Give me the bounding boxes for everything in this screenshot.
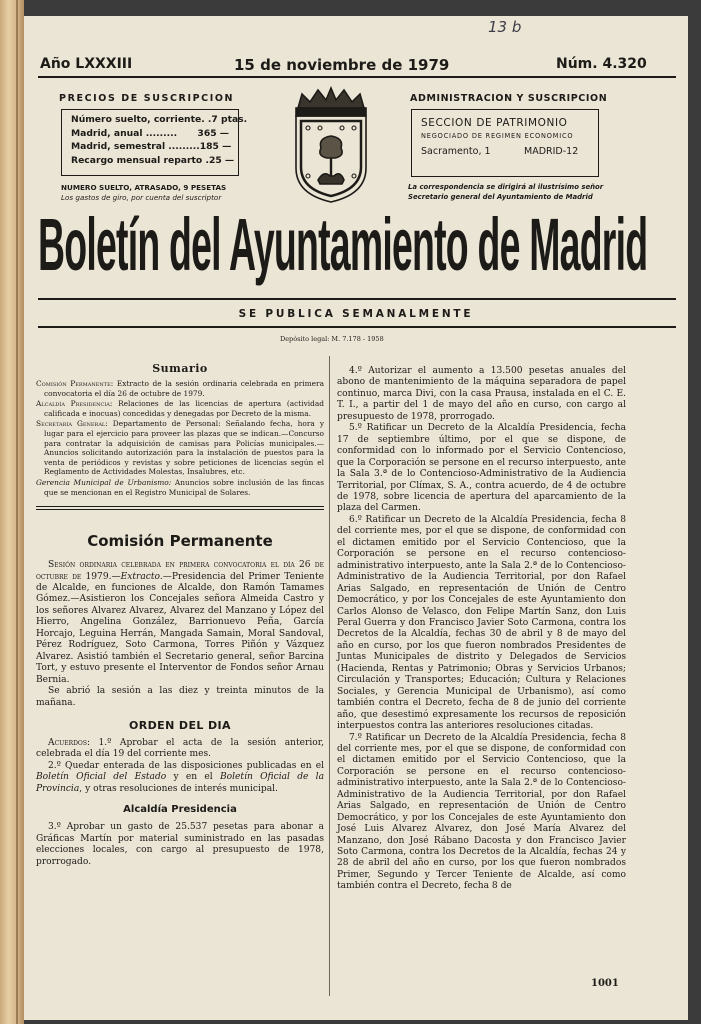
acuerdo-2: 2.º Quedar enterada de las disposiciones publicadas en el Boletín Oficial del Estado y en el Boletín Oficial de la Provincia, y otras resoluciones de interés municipal. xyxy=(36,760,324,794)
acuerdo-4: 4.º Autorizar el aumento a 13.500 pesetas anuales del abono de mantenimiento de la máquina separadora de papel continuo, marca Divi, con la casa Prausa, instalada en el C. E. T. I., a partir del 1 de mayo del año en curso, con cargo al presupuesto de 1978, prorrogado. xyxy=(337,366,626,422)
acuerdo-7: 7.º Ratificar un Decreto de la Alcaldía Presidencia, fecha 8 del corriente mes, por el que se dispone, de conformidad con el dictamen emitido por el Servicio Contencioso, que la Corporación se persone en el recurso contencioso-administrativo interpuesto, ante la Sala 2.ª de lo Contencioso-Administrativo de la Audiencia Territorial, por don Rafael Arias Salgado, en representación de Unión de Centro Democrático, y por los Concejales de este Ayuntamiento don José Luis Alvarez Alvarez, don José María Alvarez del Manzano, don José Rábano Dacosta y don Francisco Javier Soto Carmona, contra los Decretos de la Alcaldía, fechas 24 y 28 de abril del año en curso, por los que fueron nombrados Primer, Segundo y Tercer Teniente de Alcalde, así como también contra el Decreto, fecha 8 de xyxy=(337,732,626,892)
masthead-rule-top xyxy=(38,298,676,300)
price-row: Recargo mensual reparto . 25 — xyxy=(71,154,235,166)
masthead-title: Boletín del Ayuntamiento de Madrid xyxy=(38,204,648,288)
administration-note-1: La correspondencia se dirigirá al ilustrísimo señor xyxy=(408,183,604,191)
madrid-coat-of-arms-icon xyxy=(284,86,378,206)
acuerdo-3: 3.º Aprobar un gasto de 25.537 pesetas para abonar a Gráficas Martín por material suministrado en las pasadas elecciones locales, con cargo al presupuesto de 1978, prorrogado. xyxy=(36,822,324,867)
session-opening: Se abrió la sesión a las diez y treinta minutos de la mañana. xyxy=(36,686,324,708)
alcaldia-presidencia-heading: Alcaldía Presidencia xyxy=(123,804,237,816)
administration-section: SECCION DE PATRIMONIO xyxy=(421,117,568,129)
header-year: Año LXXXIII xyxy=(40,56,133,72)
section-separator xyxy=(36,506,324,510)
legal-deposit: Depósito legal: M. 7.178 - 1958 xyxy=(280,335,384,343)
session-intro: Sesión ordinaria celebrada en primera convocatoria el día 26 de octubre de 1979.—Extracto.—Presidencia del Primer Teniente de Alcalde, en funciones de Alcalde, don Ramón Tamames Gómez.—Asistieron los Concejales señora Almeida Castro y los señores Alvarez Alvarez, Alvarez del Manzano y López del Hierro, Angelina González, Barrionuevo Peña, García Horcajo, Leguina Herrán, Mangada Samain, Moral Sandoval, Pérez Rodríguez, Soto Carmona, Torres Piñón y Vázquez Alvarez. Asistió también el Secretario general, señor Barcina Tort, y estuvo presente el Interventor de Fondos señor Arnau Bernia. xyxy=(36,560,324,685)
left-column xyxy=(36,362,324,868)
administration-heading: ADMINISTRACION Y SUSCRIPCION xyxy=(410,93,608,104)
administration-subsection: NEGOCIADO DE REGIMEN ECONOMICO xyxy=(421,132,574,140)
subscription-note-1: NUMERO SUELTO, ATRASADO, 9 PESETAS xyxy=(61,183,227,192)
book-spine-edge xyxy=(0,0,24,1024)
summary-item: Secretaría General: Departamento de Personal: Señalando fecha, hora y lugar para el ejercicio para proveer las plazas que se indican.—Concurso para contratar la adquisición de camisas para Policías municipales.—Anuncios solicitando autorización para la instalación de puestos para la venta de periódicos y revistas y sobre peticiones de licencias según el Reglamento de Actividades Molestas, Insalubres, etc. xyxy=(36,419,324,477)
price-row: Madrid, semestral ......... 185 — xyxy=(71,141,232,152)
handwritten-annotation: 13 b xyxy=(488,18,522,36)
administration-address: Sacramento, 1 xyxy=(421,146,491,157)
page-number: 1001 xyxy=(591,978,619,989)
acuerdo-5: 5.º Ratificar un Decreto de la Alcaldía Presidencia, fecha 17 de septiembre último, por el que se dispone, de conformidad con lo informado por el Servicio Contencioso, que la Corporación se persone en el recurso interpuesto, ante la Sala 3.ª de lo Contencioso-Administrativo de la Audiencia Territorial, por Clímax, S. A., contra acuerdo, de 4 de octubre de 1978, sobre licencia de apertura del aparcamiento de la plaza del Carmen. xyxy=(337,423,626,514)
subscription-heading: PRECIOS DE SUSCRIPCION xyxy=(59,93,235,104)
administration-box xyxy=(411,109,599,177)
section-title-comision-permanente: Comisión Permanente xyxy=(87,532,273,551)
subscription-prices-box xyxy=(61,109,248,176)
acuerdo-1: Acuerdos: 1.º Aprobar el acta de la sesión anterior, celebrada el día 19 del corriente mes. xyxy=(36,738,324,760)
administration-note-2: Secretario general del Ayuntamiento de Madrid xyxy=(408,193,593,201)
price-row: Madrid, anual ......... 365 — xyxy=(71,127,229,139)
header-rule xyxy=(38,76,676,78)
administration-address-row xyxy=(421,146,598,157)
summary-list xyxy=(36,379,324,497)
header-issue-number: Núm. 4.320 xyxy=(556,56,647,72)
summary-item: Alcaldía Presidencia: Relaciones de las licencias de apertura (actividad calificada e inocuas) concedidas y denegadas por Decreto de la misma. xyxy=(36,399,324,418)
right-column xyxy=(337,366,626,893)
column-divider xyxy=(329,356,330,996)
summary-item: Gerencia Municipal de Urbanismo: Anuncios sobre inclusión de las fincas que se mencionan en el Registro Municipal de Solares. xyxy=(36,477,324,497)
orden-del-dia-heading: ORDEN DEL DIA xyxy=(129,719,231,733)
newspaper-page xyxy=(24,16,688,1020)
header-date: 15 de noviembre de 1979 xyxy=(234,56,450,74)
price-row: Número suelto, corriente. . 7 ptas. xyxy=(71,114,248,125)
masthead-rule-bottom xyxy=(38,326,676,328)
summary-item: Comisión Permanente: Extracto de la sesión ordinaria celebrada en primera convocatoria el día 26 de octubre de 1979. xyxy=(36,379,324,398)
publication-frequency: SE PUBLICA SEMANALMENTE xyxy=(238,308,474,320)
subscription-note-2: Los gastos de giro, por cuenta del suscriptor xyxy=(61,193,222,202)
acuerdo-6: 6.º Ratificar un Decreto de la Alcaldía Presidencia, fecha 8 del corriente mes, por el que se dispone, de conformidad con el dictamen emitido por el Servicio Contencioso, que la Corporación se persone en el recurso contencioso-administrativo interpuesto, ante la Sala 2.ª de lo Contencioso-Administrativo de la Audiencia Territorial, por don Rafael Arias Salgado, en representación de Unión de Centro Democrático, y por los Concejales de este Ayuntamiento don Carlos Alonso de Velasco, don Felipe Martín Sanz, don Luis Peral Guerra y don Francisco Javier Soto Carmona, contra los Decretos de la Alcaldía, fechas 30 de abril y 8 de mayo del año en curso, por los que fueron nombrados Presidentes de Juntas Municipales de distrito y Delegados de Servicios (Hacienda, Rentas y Patrimonio; Obras y Servicios Urbanos; Circulación y Transportes; Educación; Cultura y Relaciones Sociales, y Gerencia Municipal de Urbanismo), así como también contra el Decreto, fecha de 8 de junio del corriente año, que desestimó expresamente los recursos de reposición interpuestos contra las anteriores resoluciones citadas. xyxy=(337,514,626,732)
summary-heading: Sumario xyxy=(152,362,208,375)
administration-city: MADRID-12 xyxy=(524,146,579,157)
